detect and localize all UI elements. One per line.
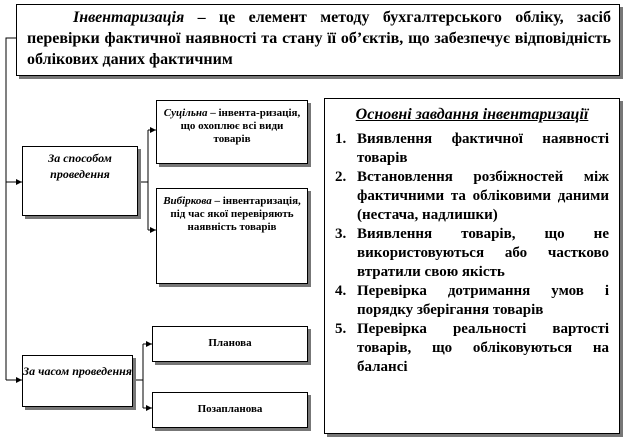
task-item bbox=[335, 130, 609, 168]
definition-term: Інвентаризація bbox=[73, 9, 185, 26]
task-item bbox=[335, 320, 609, 377]
task-text: Перевірка дотримання умов і порядку зберігання товарів bbox=[357, 283, 609, 318]
unplanned-box bbox=[152, 392, 308, 428]
selective-inventory-term: Вибіркова bbox=[163, 195, 212, 207]
task-number: 1. bbox=[335, 131, 347, 147]
task-text: Встановлення розбіжностей між фактичними та обліковими даними (нестача, надлишки) bbox=[357, 169, 609, 223]
definition-box bbox=[16, 4, 620, 76]
task-number: 4. bbox=[335, 283, 347, 299]
task-text: Виявлення фактичної наявності товарів bbox=[357, 131, 609, 166]
task-number: 2. bbox=[335, 169, 347, 185]
planned-label: Планова bbox=[208, 337, 252, 349]
method-category-box bbox=[22, 146, 138, 216]
selective-inventory-box bbox=[156, 188, 308, 284]
task-number: 5. bbox=[335, 321, 347, 337]
tasks-list bbox=[335, 130, 609, 377]
full-inventory-text: – інвента-ризація, що охоплює всі види товарів bbox=[180, 107, 301, 145]
time-category-box bbox=[22, 355, 133, 407]
task-item bbox=[335, 225, 609, 282]
unplanned-label: Позапланова bbox=[197, 403, 263, 415]
method-branch-line bbox=[138, 130, 148, 230]
task-item bbox=[335, 282, 609, 320]
task-item bbox=[335, 168, 609, 225]
task-text: Перевірка реальності вартості товарів, що обліковуються на балансі bbox=[357, 321, 609, 375]
trunk-line bbox=[6, 38, 16, 380]
planned-box bbox=[152, 326, 308, 362]
time-branch-line bbox=[133, 344, 143, 408]
task-number: 3. bbox=[335, 226, 347, 242]
tasks-box bbox=[324, 98, 620, 434]
time-category-label: За часом проведення bbox=[23, 364, 132, 378]
definition-text: – це елемент методу бухгалтерського обліку, засіб перевірки фактичної наявності та стану її об’єктів, що забезпечує відповідність облікових даних фактичним bbox=[27, 9, 611, 68]
tasks-title: Основні завдання інвентаризації bbox=[355, 106, 589, 123]
task-text: Виявлення товарів, що не використовуються або частково втратили свою якість bbox=[357, 226, 609, 280]
method-category-label: За способом проведення bbox=[48, 151, 112, 181]
selective-inventory-text: – інвентаризація, під час якої перевіряють наявність товарів bbox=[170, 195, 301, 233]
full-inventory-box bbox=[156, 100, 308, 164]
full-inventory-term: Суцільна bbox=[163, 107, 208, 119]
